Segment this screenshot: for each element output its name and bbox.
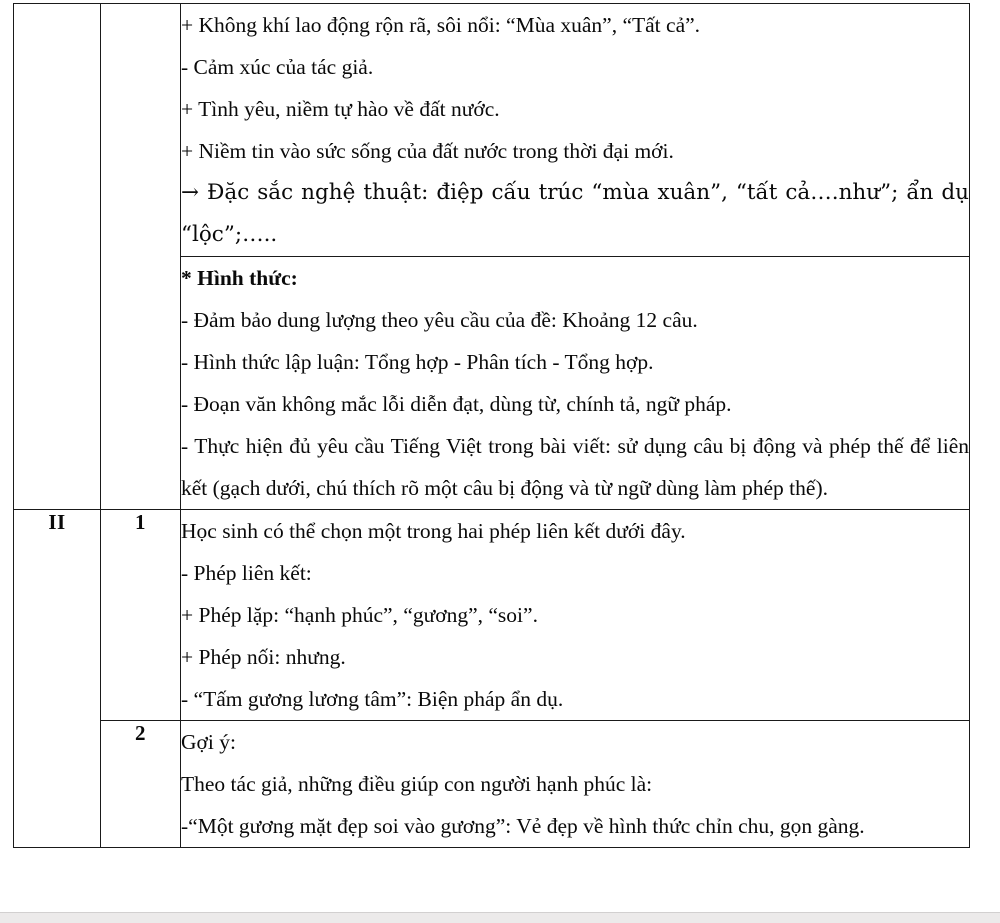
content-line: - Phép liên kết: bbox=[181, 561, 312, 585]
content-cell-hinh-thuc bbox=[181, 257, 970, 510]
content-line: -“Một gương mặt đẹp soi vào gương”: Vẻ đẹp về hình thức chỉn chu, gọn gàng. bbox=[181, 814, 865, 838]
page-gutter bbox=[0, 912, 1000, 923]
content-line: + Không khí lao động rộn rã, sôi nổi: “Mùa xuân”, “Tất cả”. bbox=[181, 13, 701, 37]
content-line: - Đảm bảo dung lượng theo yêu cầu của đề: Khoảng 12 câu. bbox=[181, 308, 698, 332]
content-line: Theo tác giả, những điều giúp con người hạnh phúc là: bbox=[181, 772, 653, 796]
content-cell-II-1 bbox=[181, 510, 970, 721]
content-line: + Tình yêu, niềm tự hào về đất nước. bbox=[181, 97, 500, 121]
section-heading-hinh-thuc: * Hình thức: bbox=[181, 266, 298, 290]
content-line: - Thực hiện đủ yêu cầu Tiếng Việt trong bài viết: sử dụng câu bị động và phép thế để liên kết (gạch dưới, chú thích rõ một câu bị động và từ ngữ dùng làm phép thế). bbox=[181, 434, 969, 500]
content-line: Học sinh có thể chọn một trong hai phép liên kết dưới đây. bbox=[181, 519, 686, 543]
content-cell-continued bbox=[181, 4, 970, 257]
roman-cell-II: II bbox=[14, 510, 101, 848]
content-line: Gợi ý: bbox=[181, 730, 236, 754]
content-line: → Đặc sắc nghệ thuật: điệp cấu trúc “mùa xuân”, “tất cả….như”; ẩn dụ “lộc”;….. bbox=[181, 180, 969, 247]
content-cell-II-2 bbox=[181, 721, 970, 848]
content-line: - Đoạn văn không mắc lỗi diễn đạt, dùng từ, chính tả, ngữ pháp. bbox=[181, 392, 732, 416]
number-cell-empty-1 bbox=[101, 4, 181, 510]
table-row bbox=[14, 721, 970, 848]
content-line: + Phép nối: nhưng. bbox=[181, 645, 346, 669]
content-line: + Niềm tin vào sức sống của đất nước trong thời đại mới. bbox=[181, 139, 674, 163]
content-line: - “Tấm gương lương tâm”: Biện pháp ẩn dụ. bbox=[181, 687, 564, 711]
roman-cell-empty-1 bbox=[14, 4, 101, 510]
answer-key-table bbox=[13, 3, 970, 848]
table-row bbox=[14, 510, 970, 721]
content-line: + Phép lặp: “hạnh phúc”, “gương”, “soi”. bbox=[181, 603, 538, 627]
number-cell-2: 2 bbox=[101, 721, 181, 848]
content-line: - Hình thức lập luận: Tổng hợp - Phân tích - Tổng hợp. bbox=[181, 350, 654, 374]
table-row bbox=[14, 4, 970, 257]
content-line: - Cảm xúc của tác giả. bbox=[181, 55, 374, 79]
number-cell-1: 1 bbox=[101, 510, 181, 721]
